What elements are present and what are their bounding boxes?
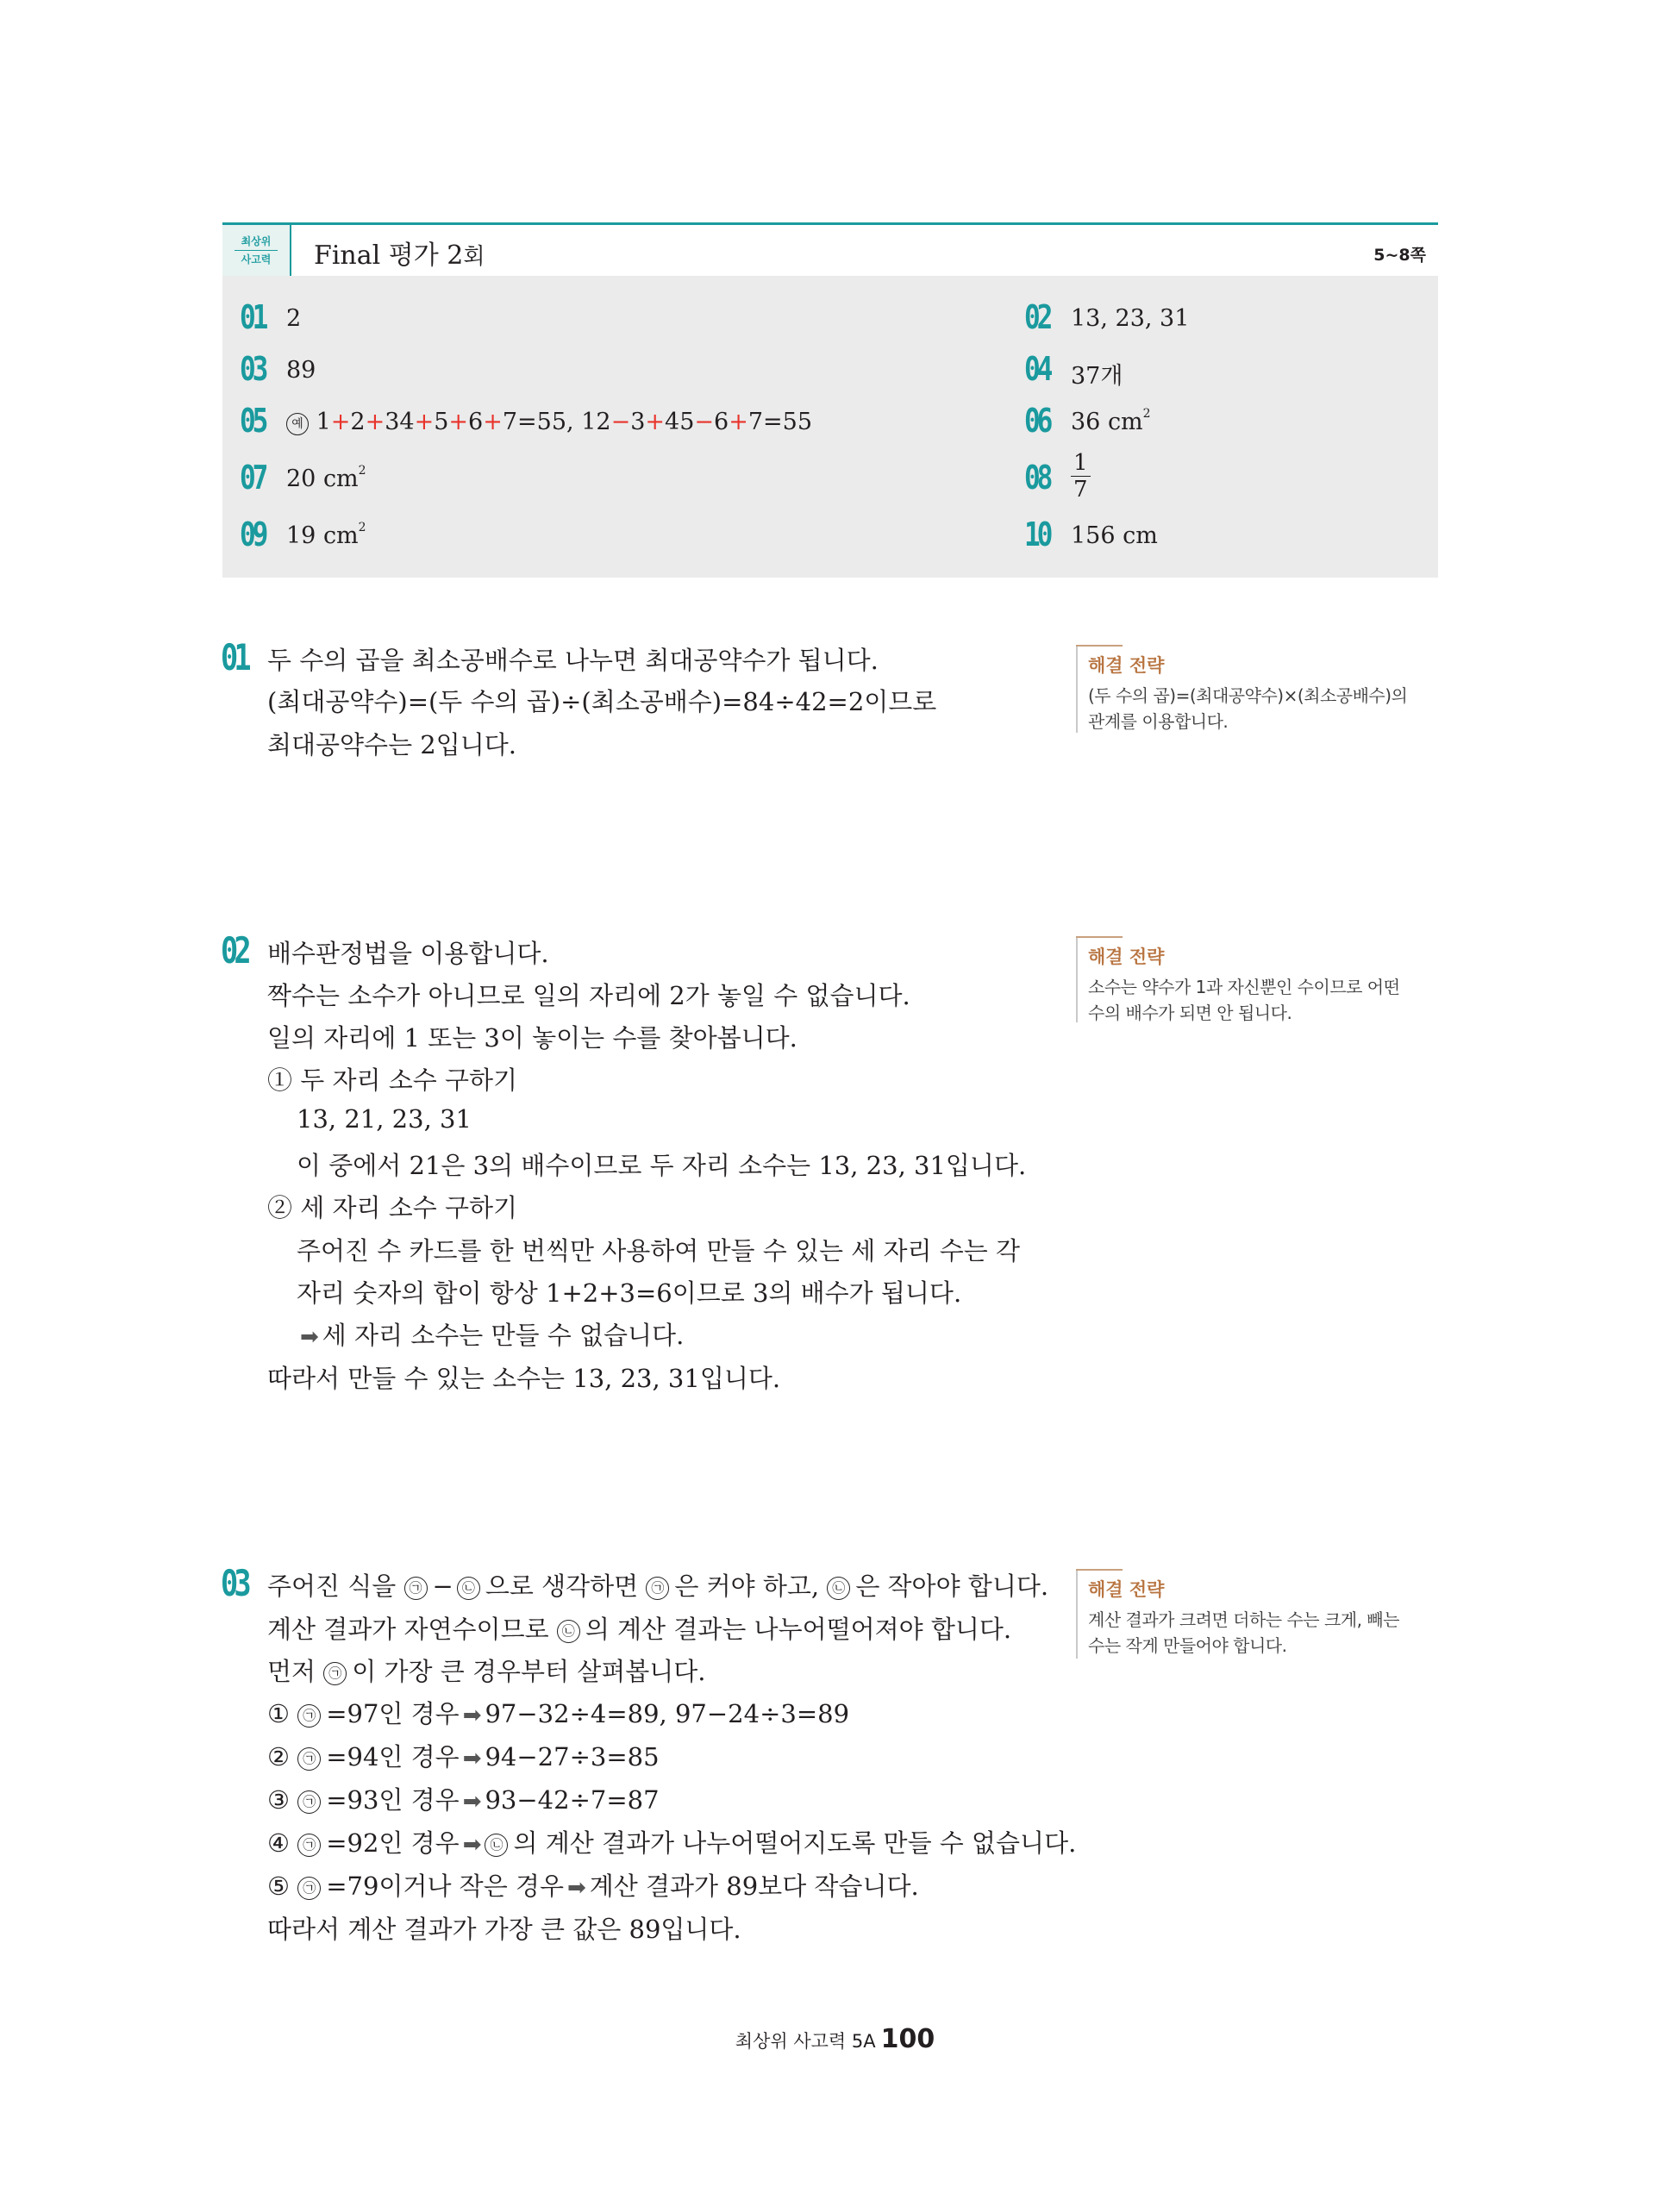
solution-02-line <box>297 1316 684 1352</box>
operator-sign: + <box>365 409 385 435</box>
case-result: 94−27÷3=85 <box>485 1742 660 1771</box>
strategy-accent <box>1076 645 1123 647</box>
solution-02-line: 주어진 수 카드를 한 번씩만 사용하여 만들 수 있는 세 자리 수는 각 <box>297 1236 1020 1265</box>
answer-text: 19 cm <box>286 522 359 549</box>
strategy-text: 수의 배수가 되면 안 됩니다. <box>1088 1003 1292 1023</box>
fraction <box>1071 452 1091 501</box>
answer-number: 05 <box>240 402 266 440</box>
case-result: 97−32÷4=89, 97−24÷3=89 <box>485 1699 850 1728</box>
right-arrow-icon: ➡ <box>566 1875 586 1901</box>
solution-03-conclusion: 따라서 계산 결과가 가장 큰 값은 89입니다. <box>267 1915 741 1944</box>
step-title: 두 자리 소수 구하기 <box>300 1065 518 1095</box>
answer-value <box>286 522 366 549</box>
operator-sign: + <box>645 409 666 435</box>
solution-01-line: 두 수의 곱을 최소공배수로 나누면 최대공약수가 됩니다. <box>267 646 879 675</box>
answer-value: 2 <box>286 305 302 332</box>
text: 으로 생각하면 <box>485 1572 647 1601</box>
case-condition: =94인 경우 <box>326 1742 460 1771</box>
superscript: 2 <box>358 464 366 478</box>
answer-number: 09 <box>240 516 266 553</box>
circled-a: ㉠ <box>297 1790 321 1814</box>
book-badge <box>222 225 291 276</box>
operator-sign: + <box>483 409 503 435</box>
right-arrow-icon: ➡ <box>462 1703 482 1728</box>
case-row <box>267 1867 919 1903</box>
solution-02-line: 배수판정법을 이용합니다. <box>267 939 549 968</box>
case-marker: ③ <box>267 1785 290 1815</box>
answer-03 <box>240 350 757 393</box>
answer-expression: 1+2+34+5+6+7=55, 12−3+45−6+7=55 <box>316 409 813 435</box>
circled-b: ㉡ <box>557 1620 580 1643</box>
superscript: 2 <box>358 521 366 534</box>
case-result: 93−42÷7=87 <box>485 1785 660 1815</box>
solution-02-line: 이 중에서 21은 3의 배수이므로 두 자리 소수는 13, 23, 31입니다. <box>297 1151 1027 1180</box>
text: 은 커야 하고, <box>674 1572 828 1601</box>
text: 의 계산 결과는 나누어떨어져야 합니다. <box>585 1615 1012 1644</box>
strategy-title: 해결 전략 <box>1088 655 1165 676</box>
solution-02-step <box>267 1189 517 1224</box>
strategy-text: 관계를 이용합니다. <box>1088 711 1229 732</box>
badge-line2: 사고력 <box>241 253 272 266</box>
strategy-text: 계산 결과가 크려면 더하는 수는 크게, 빼는 <box>1088 1609 1399 1630</box>
answer-08 <box>1024 452 1421 509</box>
page-range: 5~8쪽 <box>1373 246 1426 265</box>
section-header <box>222 222 1438 278</box>
right-arrow-icon: ➡ <box>462 1789 482 1815</box>
step-marker: ① <box>267 1065 293 1095</box>
strategy-title: 해결 전략 <box>1088 1579 1165 1600</box>
strategy-title: 해결 전략 <box>1088 947 1165 967</box>
solution-02-number: 02 <box>221 929 247 972</box>
answer-text: 20 cm <box>286 466 359 492</box>
circled-a: ㉠ <box>297 1877 321 1900</box>
fraction-numerator: 1 <box>1071 452 1091 477</box>
right-arrow-icon: ➡ <box>462 1746 482 1771</box>
answer-10 <box>1024 516 1421 559</box>
answer-value: 37개 <box>1071 363 1123 390</box>
solution-01-line: 최대공약수는 2입니다. <box>267 730 517 759</box>
strategy-bar <box>1076 1569 1078 1659</box>
case-condition: =92인 경우 <box>326 1828 460 1858</box>
case-marker: ② <box>267 1742 290 1771</box>
answer-number: 08 <box>1024 459 1050 497</box>
superscript: 2 <box>1142 407 1151 421</box>
answer-number: 03 <box>240 350 266 388</box>
text: 먼저 <box>267 1657 324 1686</box>
strategy-bar <box>1076 936 1078 1022</box>
operator-sign: − <box>694 409 715 435</box>
solution-03-line <box>267 1567 1048 1603</box>
solution-02-line: 일의 자리에 1 또는 3이 놓이는 수를 찾아봅니다. <box>267 1023 797 1053</box>
solution-03-number: 03 <box>221 1562 247 1604</box>
circled-a: ㉠ <box>297 1747 321 1771</box>
badge-divider <box>235 250 278 251</box>
answer-value <box>286 466 366 492</box>
circled-b: ㉡ <box>457 1577 480 1600</box>
answer-value <box>1071 409 1151 435</box>
strategy-text: 수는 작게 만들어야 합니다. <box>1088 1635 1287 1656</box>
step-title: 세 자리 소수 구하기 <box>300 1193 518 1222</box>
case-result: 계산 결과가 89보다 작습니다. <box>589 1871 919 1901</box>
badge-line1: 최상위 <box>241 235 272 247</box>
operator-sign: + <box>414 409 435 435</box>
case-marker: ⑤ <box>267 1871 290 1901</box>
answer-value: 13, 23, 31 <box>1071 305 1190 332</box>
title-suffix: 회 <box>463 244 485 270</box>
operator-sign: + <box>330 409 351 435</box>
case-marker: ① <box>267 1699 290 1728</box>
page-number: 100 <box>880 2024 935 2054</box>
circled-a: ㉠ <box>297 1834 321 1857</box>
solution-03-line <box>267 1610 1011 1646</box>
conclusion-text: 세 자리 소수는 만들 수 없습니다. <box>322 1321 685 1350</box>
solution-01-line: (최대공약수)=(두 수의 곱)÷(최소공배수)=84÷42=2이므로 <box>267 687 937 716</box>
right-arrow-icon: ➡ <box>462 1832 482 1858</box>
solution-03-line <box>267 1653 706 1688</box>
case-row <box>267 1738 660 1773</box>
answer-01 <box>240 298 757 341</box>
page-footer <box>0 2024 1670 2054</box>
book-title: 최상위 사고력 5A <box>735 2031 876 2052</box>
solution-02-step <box>267 1061 517 1097</box>
circled-a: ㉠ <box>297 1704 321 1728</box>
circled-a: ㉠ <box>323 1662 347 1685</box>
answer-number: 04 <box>1024 350 1050 388</box>
answer-02 <box>1024 298 1421 341</box>
operator-sign: + <box>448 409 469 435</box>
circled-a: ㉠ <box>646 1577 669 1600</box>
right-arrow-icon: ➡ <box>300 1324 319 1350</box>
answer-text: 36 cm <box>1071 409 1143 435</box>
answer-05 <box>240 402 929 445</box>
operator-sign: − <box>610 409 631 435</box>
answer-value: 89 <box>286 357 316 384</box>
operator-sign: + <box>729 409 748 435</box>
text: 주어진 식을 <box>267 1572 404 1601</box>
strategy-accent <box>1076 936 1123 938</box>
fraction-denominator: 7 <box>1073 477 1088 503</box>
strategy-note-03 <box>1076 1569 1447 1659</box>
answer-number: 06 <box>1024 402 1050 440</box>
case-marker: ④ <box>267 1828 290 1858</box>
solution-02-line: 따라서 만들 수 있는 소수는 13, 23, 31입니다. <box>267 1364 781 1393</box>
page-title <box>314 234 485 272</box>
solution-02-line: 자리 숫자의 합이 항상 1+2+3=6이므로 3의 배수가 됩니다. <box>297 1278 962 1308</box>
text: − <box>432 1572 453 1601</box>
answer-panel <box>222 276 1438 578</box>
solution-01-number: 01 <box>221 636 247 678</box>
answer-number: 07 <box>240 459 266 497</box>
case-row <box>267 1695 849 1730</box>
solution-02-line: 짝수는 소수가 아니므로 일의 자리에 2가 놓일 수 없습니다. <box>267 981 910 1010</box>
text: 이 가장 큰 경우부터 살펴봅니다. <box>352 1657 706 1686</box>
case-row <box>267 1824 1076 1859</box>
answer-number: 01 <box>240 298 266 336</box>
circled-b: ㉡ <box>485 1834 508 1857</box>
strategy-text: (두 수의 곱)=(최대공약수)×(최소공배수)의 <box>1088 685 1408 706</box>
answer-value <box>286 409 812 435</box>
example-mark: 예 <box>286 413 309 435</box>
circled-a: ㉠ <box>404 1577 428 1600</box>
text: 계산 결과가 자연수이므로 <box>267 1615 557 1644</box>
title-main: Final 평가 2 <box>314 241 464 271</box>
step-marker: ② <box>267 1193 293 1222</box>
answer-04 <box>1024 350 1421 393</box>
case-result: 의 계산 결과가 나누어떨어지도록 만들 수 없습니다. <box>513 1828 1077 1858</box>
case-condition: =97인 경우 <box>326 1699 460 1728</box>
answer-value <box>1071 452 1091 501</box>
strategy-bar <box>1076 645 1078 733</box>
answer-value: 156 cm <box>1071 522 1158 549</box>
answer-number: 02 <box>1024 298 1050 336</box>
circled-b: ㉡ <box>827 1577 850 1600</box>
text: 은 작아야 합니다. <box>855 1572 1049 1601</box>
case-condition: =93인 경우 <box>326 1785 460 1815</box>
case-condition: =79이거나 작은 경우 <box>326 1871 564 1901</box>
strategy-accent <box>1076 1569 1123 1571</box>
answer-09 <box>240 516 757 559</box>
strategy-text: 소수는 약수가 1과 자신뿐인 수이므로 어떤 <box>1088 977 1400 997</box>
answer-number: 10 <box>1024 516 1050 553</box>
answer-06 <box>1024 402 1421 445</box>
strategy-note-02 <box>1076 936 1447 1022</box>
answer-07 <box>240 459 757 502</box>
case-row <box>267 1781 660 1816</box>
solution-02-line: 13, 21, 23, 31 <box>297 1104 472 1134</box>
strategy-note-01 <box>1076 645 1447 733</box>
